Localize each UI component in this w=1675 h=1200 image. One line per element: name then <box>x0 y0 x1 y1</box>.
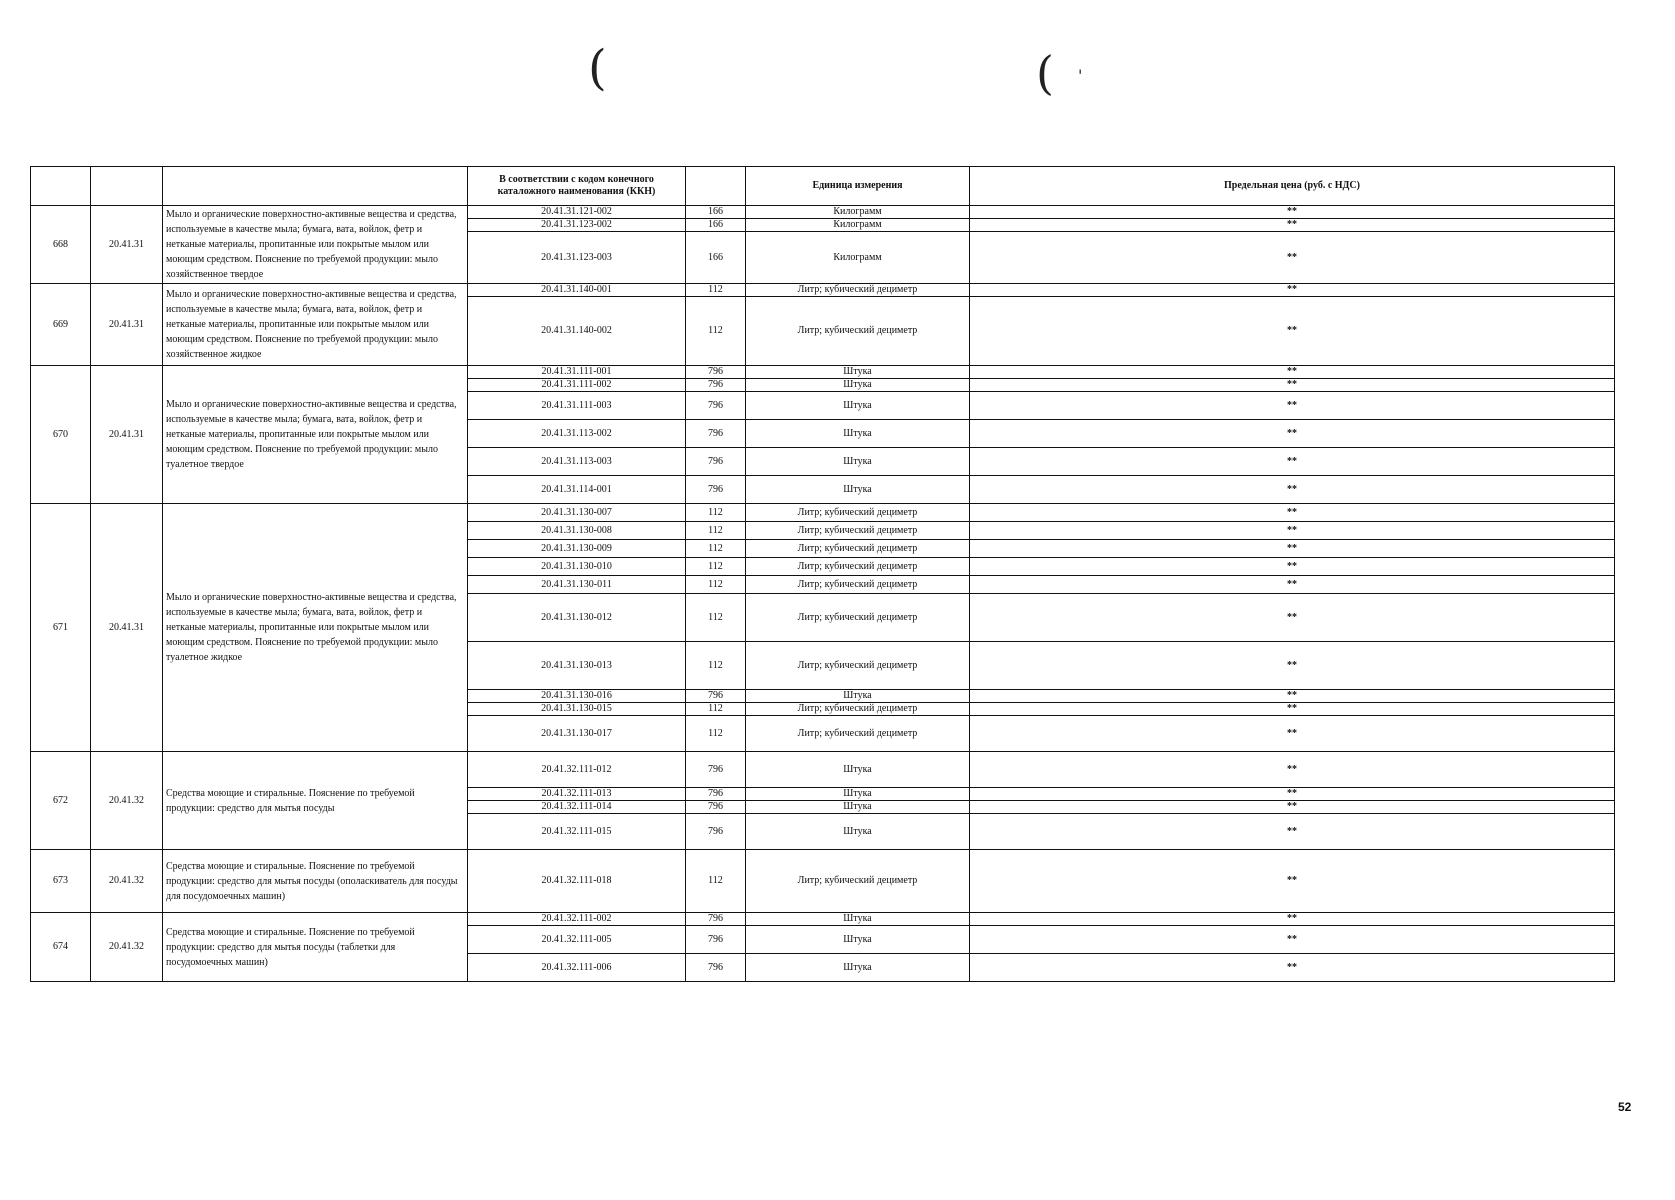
unit-name: Штука <box>746 448 970 476</box>
kkn-code: 20.41.31.130-008 <box>468 522 686 540</box>
unit-name: Штука <box>746 752 970 788</box>
price-value: ** <box>970 954 1615 982</box>
okei-code: 796 <box>686 448 746 476</box>
price-value: ** <box>970 540 1615 558</box>
okei-code: 796 <box>686 476 746 504</box>
unit-name: Штука <box>746 420 970 448</box>
price-value: ** <box>970 558 1615 576</box>
unit-name: Килограмм <box>746 206 970 219</box>
okei-code: 112 <box>686 540 746 558</box>
unit-name: Килограмм <box>746 219 970 232</box>
kkn-code: 20.41.32.111-012 <box>468 752 686 788</box>
unit-name: Штука <box>746 379 970 392</box>
price-value: ** <box>970 284 1615 297</box>
kkn-code: 20.41.32.111-005 <box>468 926 686 954</box>
price-value: ** <box>970 576 1615 594</box>
okei-code: 796 <box>686 379 746 392</box>
price-value: ** <box>970 801 1615 814</box>
unit-name: Литр; кубический дециметр <box>746 642 970 690</box>
unit-name: Штука <box>746 913 970 926</box>
kkn-code: 20.41.32.111-014 <box>468 801 686 814</box>
okei-code: 796 <box>686 366 746 379</box>
kkn-code: 20.41.31.113-003 <box>468 448 686 476</box>
unit-name: Литр; кубический дециметр <box>746 540 970 558</box>
kkn-code: 20.41.32.111-002 <box>468 913 686 926</box>
unit-name: Штука <box>746 926 970 954</box>
okei-code: 112 <box>686 594 746 642</box>
okei-code: 166 <box>686 232 746 284</box>
scan-mark-left: ( <box>588 40 607 96</box>
okei-code: 112 <box>686 716 746 752</box>
unit-name: Штука <box>746 366 970 379</box>
kkn-code: 20.41.31.130-007 <box>468 504 686 522</box>
okei-code: 796 <box>686 801 746 814</box>
price-value: ** <box>970 522 1615 540</box>
unit-name: Литр; кубический дециметр <box>746 522 970 540</box>
scan-mark-right: ( <box>1036 46 1054 100</box>
price-value: ** <box>970 788 1615 801</box>
kkn-code: 20.41.31.123-003 <box>468 232 686 284</box>
row-number: 669 <box>31 284 91 366</box>
price-value: ** <box>970 420 1615 448</box>
okei-code: 112 <box>686 284 746 297</box>
okei-code: 112 <box>686 850 746 913</box>
okei-code: 796 <box>686 690 746 703</box>
price-value: ** <box>970 752 1615 788</box>
okei-code: 112 <box>686 522 746 540</box>
table-row <box>31 504 1615 522</box>
price-value: ** <box>970 850 1615 913</box>
table-header-row <box>31 167 1615 206</box>
okei-code: 112 <box>686 642 746 690</box>
header-col-price: Предельная цена (руб. с НДС) <box>970 167 1615 206</box>
kkn-code: 20.41.31.130-013 <box>468 642 686 690</box>
kkn-code: 20.41.32.111-015 <box>468 814 686 850</box>
okei-code: 796 <box>686 926 746 954</box>
price-value: ** <box>970 926 1615 954</box>
row-number: 673 <box>31 850 91 913</box>
scan-mark-tick: ' <box>1078 66 1083 85</box>
kkn-code: 20.41.31.114-001 <box>468 476 686 504</box>
okei-code: 796 <box>686 814 746 850</box>
kkn-code: 20.41.32.111-013 <box>468 788 686 801</box>
item-description: Мыло и органические поверхностно-активные вещества и средства, используемые в качестве мыла; бумага, вата, войлок, фетр и нетканые материалы, пропитанные или покрытые мылом или моющим средством. Пояснение по требуемой продукции: мыло хозяйственное твердое <box>163 206 468 284</box>
kkn-code: 20.41.31.130-016 <box>468 690 686 703</box>
header-col-number <box>31 167 91 206</box>
price-value: ** <box>970 366 1615 379</box>
kkn-code: 20.41.31.130-012 <box>468 594 686 642</box>
price-value: ** <box>970 703 1615 716</box>
unit-name: Литр; кубический дециметр <box>746 284 970 297</box>
price-value: ** <box>970 392 1615 420</box>
unit-name: Штука <box>746 788 970 801</box>
price-value: ** <box>970 476 1615 504</box>
price-value: ** <box>970 690 1615 703</box>
price-value: ** <box>970 379 1615 392</box>
unit-name: Штука <box>746 954 970 982</box>
kkn-code: 20.41.31.111-003 <box>468 392 686 420</box>
header-col-okei <box>686 167 746 206</box>
kkn-code: 20.41.31.130-011 <box>468 576 686 594</box>
okpd-code: 20.41.32 <box>91 850 163 913</box>
unit-name: Штука <box>746 476 970 504</box>
unit-name: Штука <box>746 801 970 814</box>
price-value: ** <box>970 206 1615 219</box>
okpd-code: 20.41.31 <box>91 206 163 284</box>
okei-code: 112 <box>686 558 746 576</box>
unit-name: Штука <box>746 392 970 420</box>
kkn-code: 20.41.31.130-015 <box>468 703 686 716</box>
price-value: ** <box>970 642 1615 690</box>
price-value: ** <box>970 594 1615 642</box>
kkn-code: 20.41.31.111-001 <box>468 366 686 379</box>
okei-code: 796 <box>686 752 746 788</box>
item-description: Мыло и органические поверхностно-активные вещества и средства, используемые в качестве мыла; бумага, вата, войлок, фетр и нетканые материалы, пропитанные или покрытые мылом или моющим средством. Пояснение по требуемой продукции: мыло хозяйственное жидкое <box>163 284 468 366</box>
okei-code: 796 <box>686 420 746 448</box>
price-value: ** <box>970 448 1615 476</box>
table-row <box>31 752 1615 788</box>
price-table <box>30 166 1615 982</box>
kkn-code: 20.41.31.121-002 <box>468 206 686 219</box>
unit-name: Литр; кубический дециметр <box>746 703 970 716</box>
okpd-code: 20.41.31 <box>91 366 163 504</box>
unit-name: Штука <box>746 814 970 850</box>
kkn-code: 20.41.31.130-009 <box>468 540 686 558</box>
okpd-code: 20.41.31 <box>91 504 163 752</box>
kkn-code: 20.41.31.140-001 <box>468 284 686 297</box>
row-number: 674 <box>31 913 91 982</box>
item-description: Средства моющие и стиральные. Пояснение по требуемой продукции: средство для мытья посуды (ополаскиватель для посуды для посудомоечных машин) <box>163 850 468 913</box>
okpd-code: 20.41.32 <box>91 913 163 982</box>
price-value: ** <box>970 814 1615 850</box>
table-row <box>31 206 1615 219</box>
okpd-code: 20.41.32 <box>91 752 163 850</box>
okei-code: 112 <box>686 576 746 594</box>
unit-name: Килограмм <box>746 232 970 284</box>
price-value: ** <box>970 232 1615 284</box>
unit-name: Литр; кубический дециметр <box>746 504 970 522</box>
unit-name: Литр; кубический дециметр <box>746 297 970 366</box>
row-number: 672 <box>31 752 91 850</box>
kkn-code: 20.41.31.130-017 <box>468 716 686 752</box>
price-value: ** <box>970 297 1615 366</box>
price-value: ** <box>970 913 1615 926</box>
table-row <box>31 366 1615 379</box>
unit-name: Литр; кубический дециметр <box>746 576 970 594</box>
kkn-code: 20.41.32.111-018 <box>468 850 686 913</box>
okpd-code: 20.41.31 <box>91 284 163 366</box>
okei-code: 112 <box>686 297 746 366</box>
row-number: 671 <box>31 504 91 752</box>
item-description: Мыло и органические поверхностно-активные вещества и средства, используемые в качестве мыла; бумага, вата, войлок, фетр и нетканые материалы, пропитанные или покрытые мылом или моющим средством. Пояснение по требуемой продукции: мыло туалетное жидкое <box>163 504 468 752</box>
unit-name: Литр; кубический дециметр <box>746 594 970 642</box>
price-value: ** <box>970 219 1615 232</box>
okei-code: 112 <box>686 504 746 522</box>
item-description: Мыло и органические поверхностно-активные вещества и средства, используемые в качестве мыла; бумага, вата, войлок, фетр и нетканые материалы, пропитанные или покрытые мылом или моющим средством. Пояснение по требуемой продукции: мыло туалетное твердое <box>163 366 468 504</box>
price-value: ** <box>970 716 1615 752</box>
table-row <box>31 284 1615 297</box>
header-col-okpd <box>91 167 163 206</box>
okei-code: 796 <box>686 392 746 420</box>
kkn-code: 20.41.32.111-006 <box>468 954 686 982</box>
item-description: Средства моющие и стиральные. Пояснение по требуемой продукции: средство для мытья посуды <box>163 752 468 850</box>
okei-code: 796 <box>686 913 746 926</box>
header-col-description <box>163 167 468 206</box>
unit-name: Литр; кубический дециметр <box>746 716 970 752</box>
kkn-code: 20.41.31.130-010 <box>468 558 686 576</box>
okei-code: 166 <box>686 219 746 232</box>
kkn-code: 20.41.31.111-002 <box>468 379 686 392</box>
header-col-kkn: В соответствии с кодом конечного каталожного наименования (ККН) <box>468 167 686 206</box>
kkn-code: 20.41.31.140-002 <box>468 297 686 366</box>
okei-code: 112 <box>686 703 746 716</box>
okei-code: 796 <box>686 788 746 801</box>
okei-code: 166 <box>686 206 746 219</box>
unit-name: Литр; кубический дециметр <box>746 850 970 913</box>
unit-name: Штука <box>746 690 970 703</box>
row-number: 670 <box>31 366 91 504</box>
kkn-code: 20.41.31.123-002 <box>468 219 686 232</box>
table-row <box>31 850 1615 913</box>
price-value: ** <box>970 504 1615 522</box>
okei-code: 796 <box>686 954 746 982</box>
page-number: 52 <box>1618 1100 1632 1114</box>
item-description: Средства моющие и стиральные. Пояснение по требуемой продукции: средство для мытья посуды (таблетки для посудомоечных машин) <box>163 913 468 982</box>
kkn-code: 20.41.31.113-002 <box>468 420 686 448</box>
table-row <box>31 913 1615 926</box>
row-number: 668 <box>31 206 91 284</box>
unit-name: Литр; кубический дециметр <box>746 558 970 576</box>
header-col-unit: Единица измерения <box>746 167 970 206</box>
